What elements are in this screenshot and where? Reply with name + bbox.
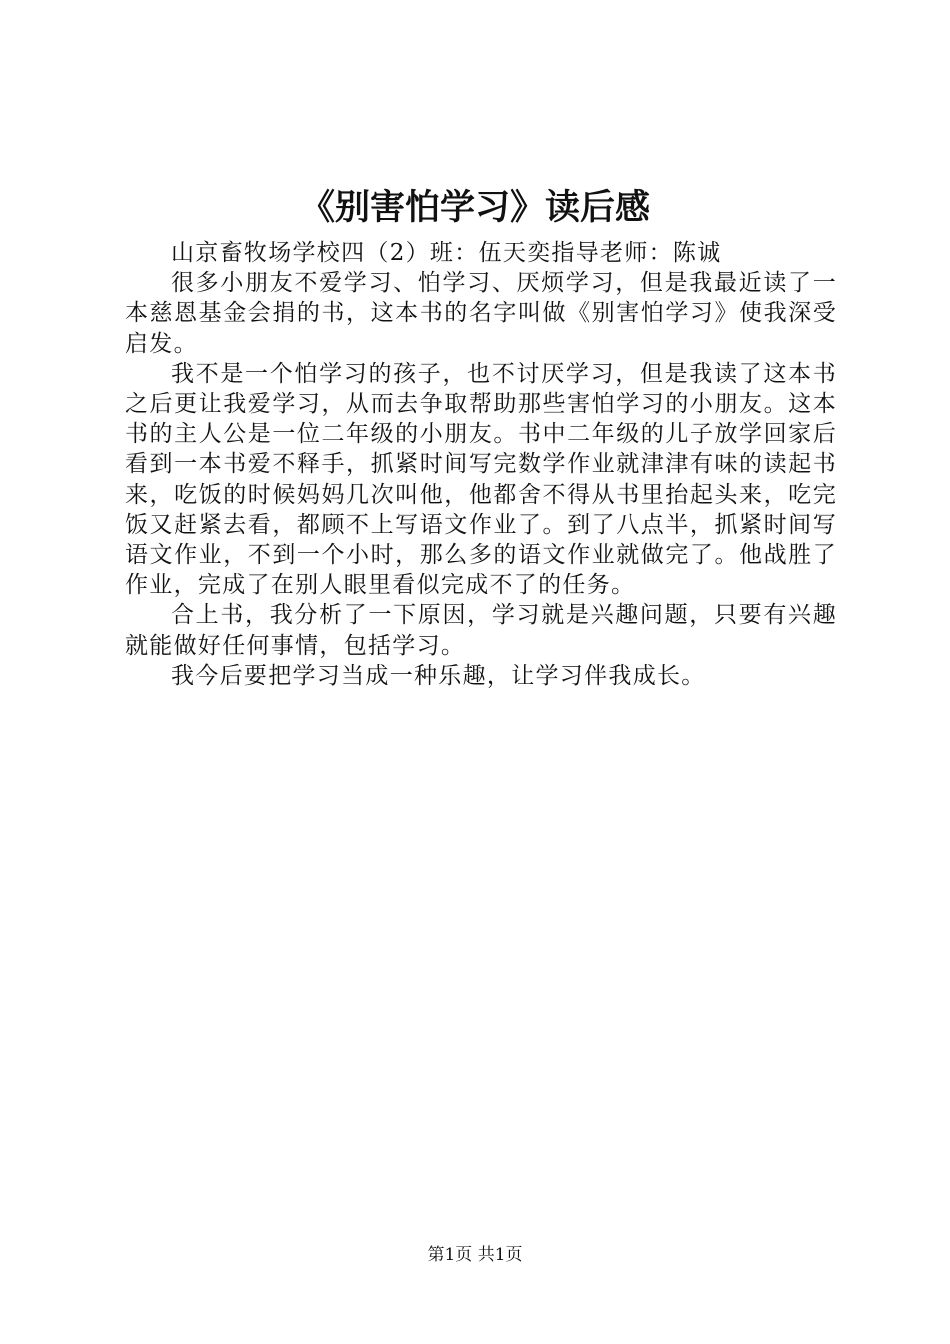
document-title: 《别害怕学习》读后感	[299, 187, 650, 228]
paragraph-4: 我今后要把学习当成一种乐趣，让学习伴我成长。	[171, 662, 706, 689]
paragraph-2: 我不是一个怕学习的孩子，也不讨厌学习，但是我读了这本书之后更让我爱学习，从而去争取帮助那些害怕学习的小朋友。这本书的主人公是一位二年级的小朋友。书中二年级的儿子放学回家后看到一本书爱不释手，抓紧时间写完数学作业就津津有味的读起书来，吃饭的时候妈妈几次叫他，他都舍不得从书里抬起头来，吃完饭又赶紧去看，都顾不上写语文作业了。到了八点半，抓紧时间写语文作业，不到一个小时，那么多的语文作业就做完了。他战胜了作业，完成了在别人眼里看似完成不了的任务。	[125, 360, 837, 599]
page-number-footer: 第1页 共1页	[427, 1245, 523, 1265]
byline: 山京畜牧场学校四（2）班：伍天奕指导老师：陈诚	[171, 240, 722, 266]
document-body	[125, 238, 837, 691]
paragraph-1: 很多小朋友不爱学习、怕学习、厌烦学习，但是我最近读了一本慈恩基金会捐的书，这本书的名字叫做《别害怕学习》使我深受启发。	[125, 270, 837, 357]
paragraph-3: 合上书，我分析了一下原因，学习就是兴趣问题，只要有兴趣就能做好任何事情，包括学习。	[125, 602, 837, 659]
